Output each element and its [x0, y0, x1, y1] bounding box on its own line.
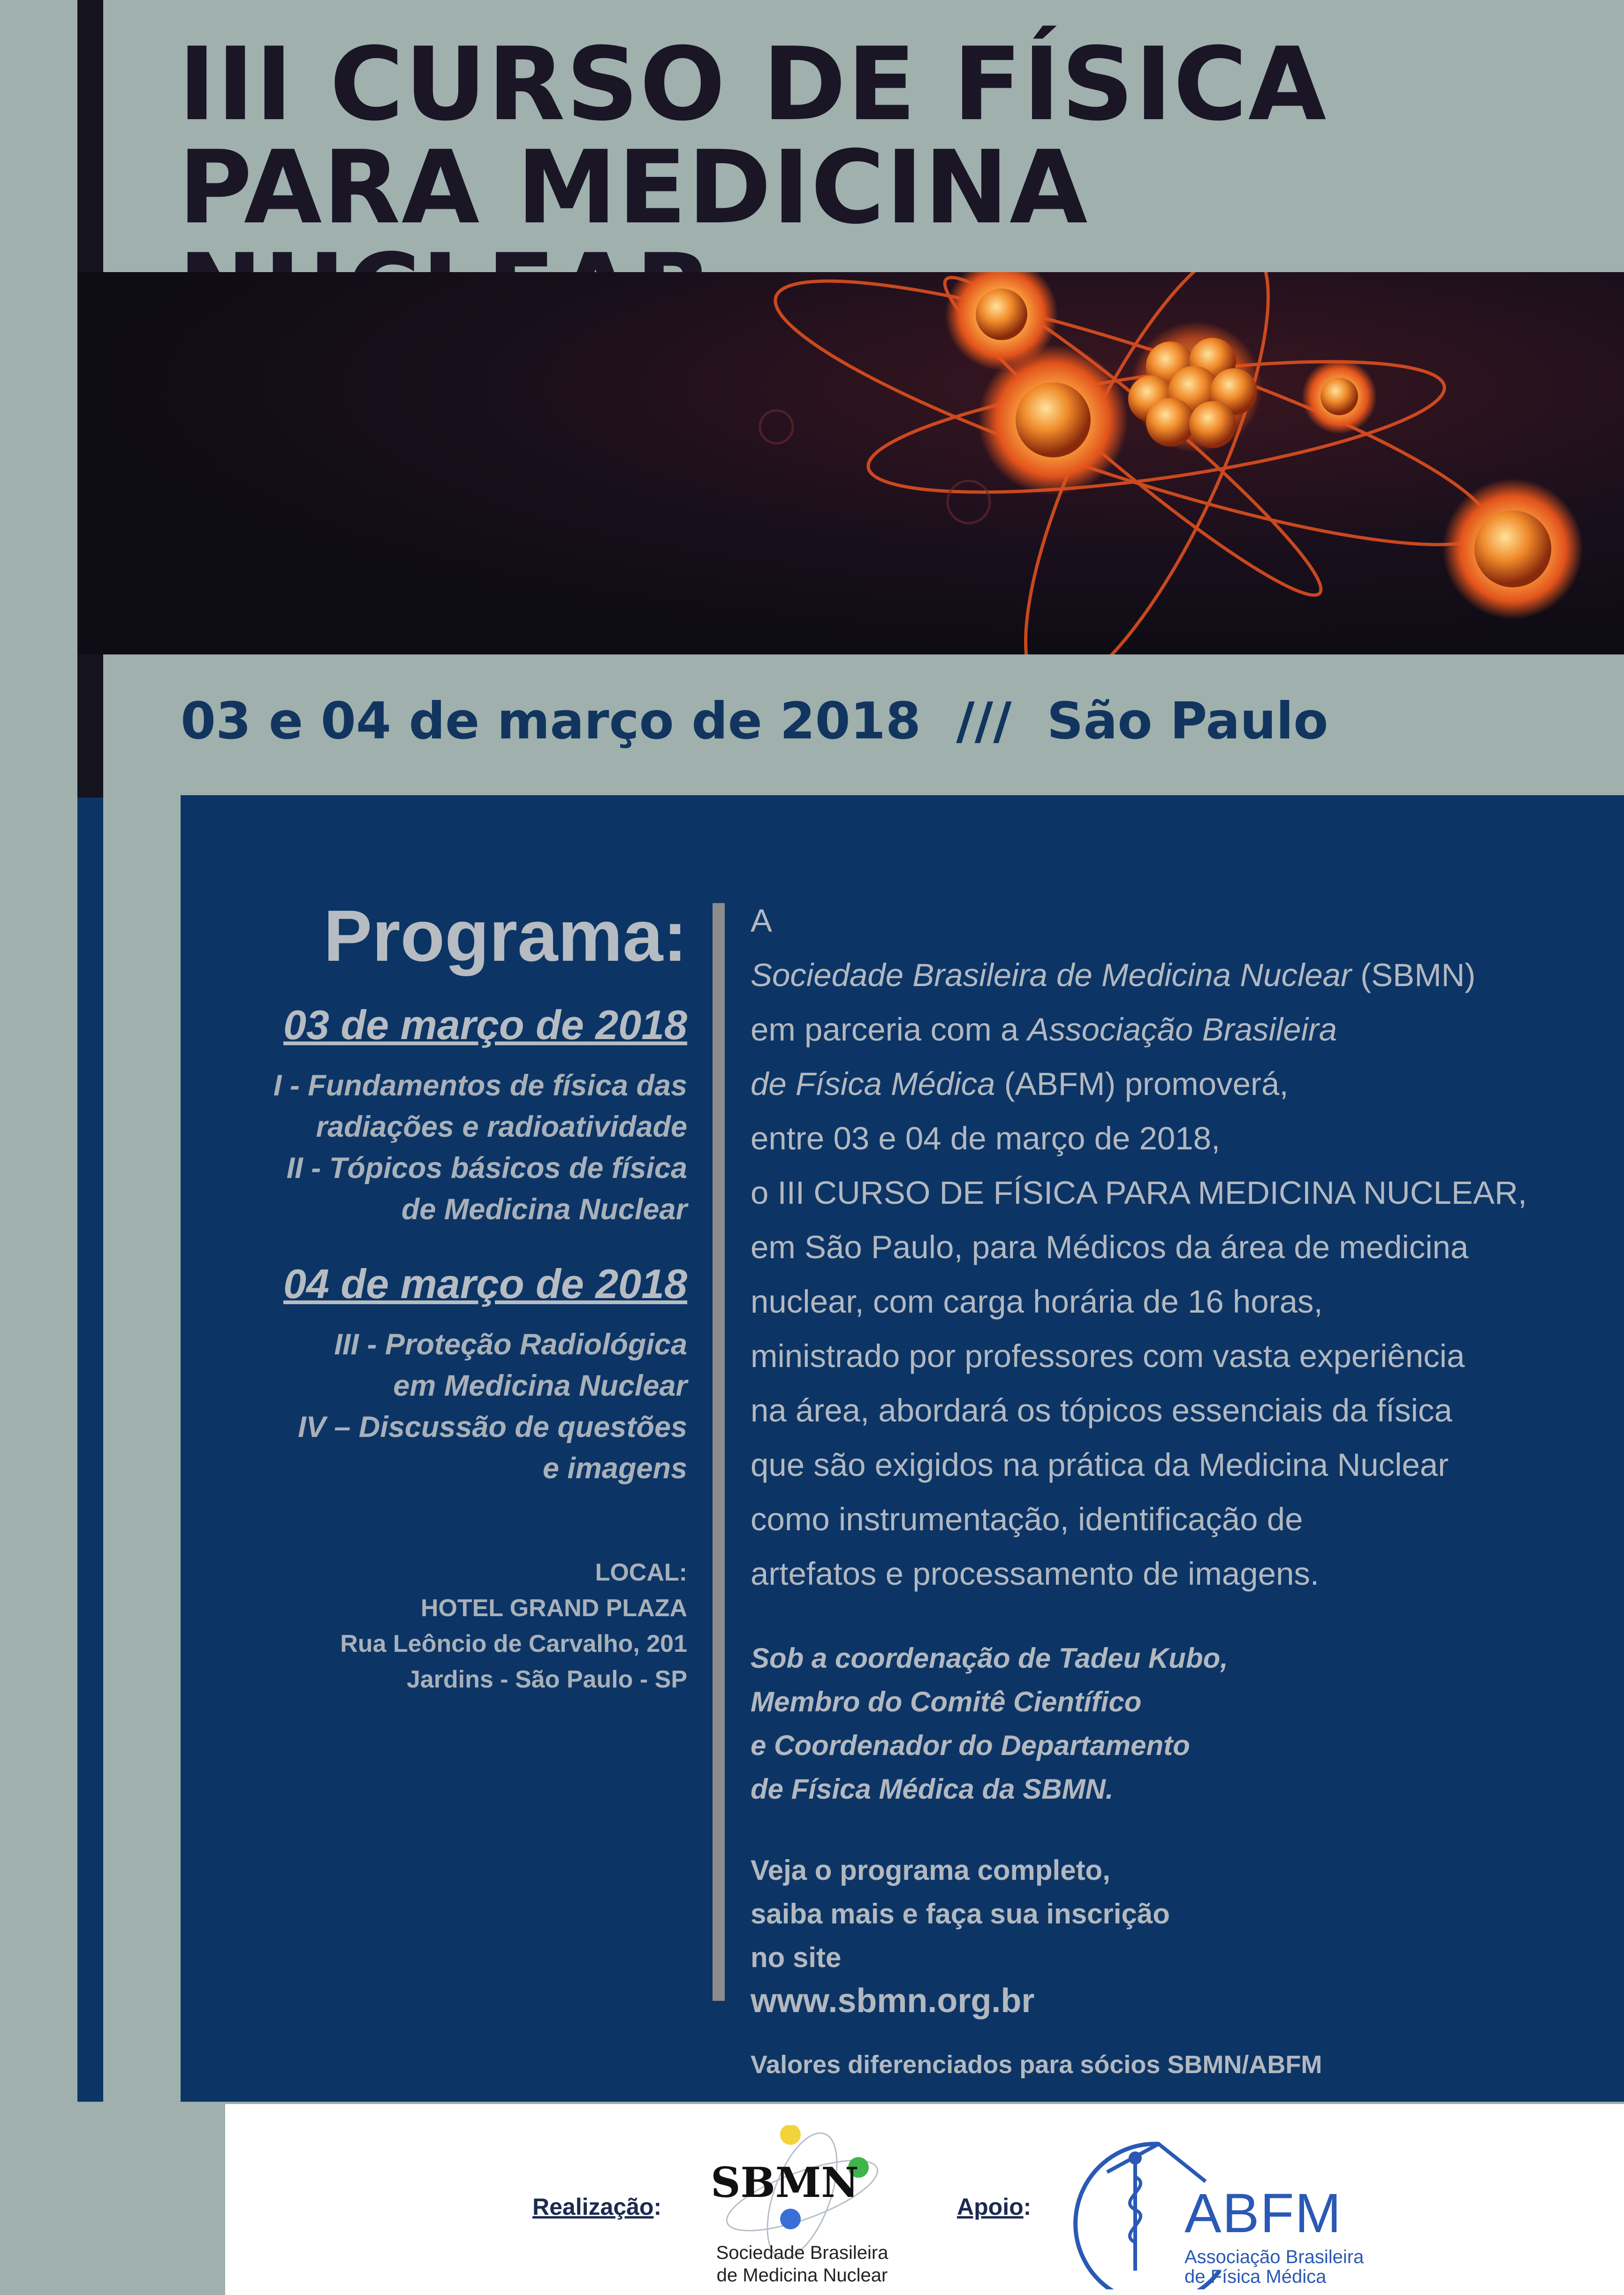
left-accent-bar-navy	[77, 798, 103, 2102]
intro-line	[751, 1003, 1595, 1057]
day-2-topic-line: em Medicina Nuclear	[393, 1369, 687, 1402]
title-band	[103, 0, 1624, 272]
intro-line: na área, abordará os tópicos essenciais da física	[751, 1392, 1452, 1429]
program-heading: Programa:	[323, 895, 687, 976]
registration-line: Veja o programa completo,	[751, 1854, 1110, 1886]
intro-line	[751, 1057, 1595, 1111]
intro-line: ministrado por professores com vasta experiência	[751, 1338, 1465, 1374]
abfm-abbr: ABFM	[1184, 2182, 1342, 2244]
intro-text: (ABFM) promoverá,	[995, 1066, 1289, 1102]
intro-line: entre 03 e 04 de março de 2018,	[751, 1120, 1221, 1156]
registration-line: saiba mais e faça sua inscrição	[751, 1898, 1170, 1930]
apoio-text: Apoio	[957, 2194, 1024, 2220]
coordination-line: e Coordenador do Departamento	[751, 1730, 1190, 1761]
venue-street: Rua Leôncio de Carvalho, 201	[340, 1630, 687, 1657]
sbmn-abbr: SBMN	[711, 2158, 859, 2207]
abfm-full-name: de Física Médica	[751, 1066, 995, 1102]
day-2-topic-line: e imagens	[542, 1452, 687, 1485]
intro-paragraph	[751, 894, 1595, 1601]
intro-text: A	[751, 903, 773, 939]
intro-line: que são exigidos na prática da Medicina Nuclear	[751, 1447, 1449, 1483]
day-2-topic-line: IV – Discussão de questões	[298, 1411, 687, 1444]
label-colon: :	[653, 2194, 662, 2220]
day-1-topic-line: radiações e radioatividade	[316, 1110, 687, 1143]
abfm-name-line: de Física Médica	[1184, 2266, 1327, 2287]
sbmn-name-line: de Medicina Nuclear	[716, 2265, 888, 2286]
website-link[interactable]: www.sbmn.org.br	[751, 1982, 1035, 2020]
coordination-note	[751, 1636, 1595, 1811]
registration-text: no site	[751, 1942, 842, 1973]
label-colon: :	[1023, 2194, 1032, 2220]
atom-hero-image	[77, 272, 1624, 654]
venue-city: Jardins - São Paulo - SP	[406, 1666, 687, 1693]
venue-block	[181, 1555, 687, 1697]
registration-line	[751, 1936, 1595, 2024]
sbmn-full-name: Sociedade Brasileira de Medicina Nuclear	[751, 957, 1352, 993]
description-column	[751, 894, 1595, 2079]
venue-name: HOTEL GRAND PLAZA	[420, 1595, 687, 1622]
abfm-full-name: Associação Brasileira	[1027, 1011, 1337, 1048]
sbmn-name	[704, 2242, 901, 2287]
day-1-topic-line: de Medicina Nuclear	[401, 1193, 687, 1226]
abfm-name	[1184, 2247, 1364, 2287]
member-pricing-note: Valores diferenciados para sócios SBMN/ABFM	[751, 2051, 1322, 2079]
sbmn-name-line: Sociedade Brasileira	[716, 2242, 888, 2263]
intro-line: o III CURSO DE FÍSICA PARA MEDICINA NUCLEAR,	[751, 1175, 1527, 1211]
program-column	[181, 891, 687, 1697]
day-1-date: 03 de março de 2018	[283, 1002, 687, 1048]
intro-line: artefatos e processamento de imagens.	[751, 1556, 1320, 1592]
intro-text: (SBMN)	[1351, 957, 1476, 993]
realizacao-text: Realização	[532, 2194, 654, 2220]
coordination-line: de Física Médica da SBMN.	[751, 1773, 1114, 1805]
intro-text: em parceria com a	[751, 1011, 1028, 1048]
coordination-line: Sob a coordenação de Tadeu Kubo,	[751, 1642, 1228, 1674]
venue-label: LOCAL:	[595, 1559, 687, 1586]
sponsors-footer	[225, 2104, 1624, 2295]
realizacao-label	[532, 2193, 661, 2220]
event-dates-and-city: 03 e 04 de março de 2018 /// São Paulo	[181, 692, 1328, 751]
title-line-2: PARA MEDICINA	[178, 129, 1089, 246]
day-2-topic-line: III - Proteção Radiológica	[334, 1328, 687, 1361]
intro-line: em São Paulo, para Médicos da área de medicina	[751, 1229, 1469, 1265]
day-1-topic-line: II - Tópicos básicos de física	[286, 1152, 687, 1185]
atom-illustration	[77, 272, 1624, 654]
abfm-name-line: Associação Brasileira	[1184, 2247, 1364, 2267]
coordination-line: Membro do Comitê Científico	[751, 1686, 1142, 1717]
column-divider	[713, 903, 725, 2001]
intro-line: como instrumentação, identificação de	[751, 1501, 1303, 1537]
intro-line: nuclear, com carga horária de 16 horas,	[751, 1284, 1323, 1320]
apoio-label	[957, 2193, 1031, 2220]
title-line-1: III CURSO DE FÍSICA	[178, 25, 1328, 143]
intro-line	[751, 894, 1595, 1003]
day-2-date: 04 de março de 2018	[283, 1261, 687, 1307]
registration-info	[751, 1848, 1595, 2024]
day-1-topic-line: I - Fundamentos de física das	[273, 1069, 687, 1102]
